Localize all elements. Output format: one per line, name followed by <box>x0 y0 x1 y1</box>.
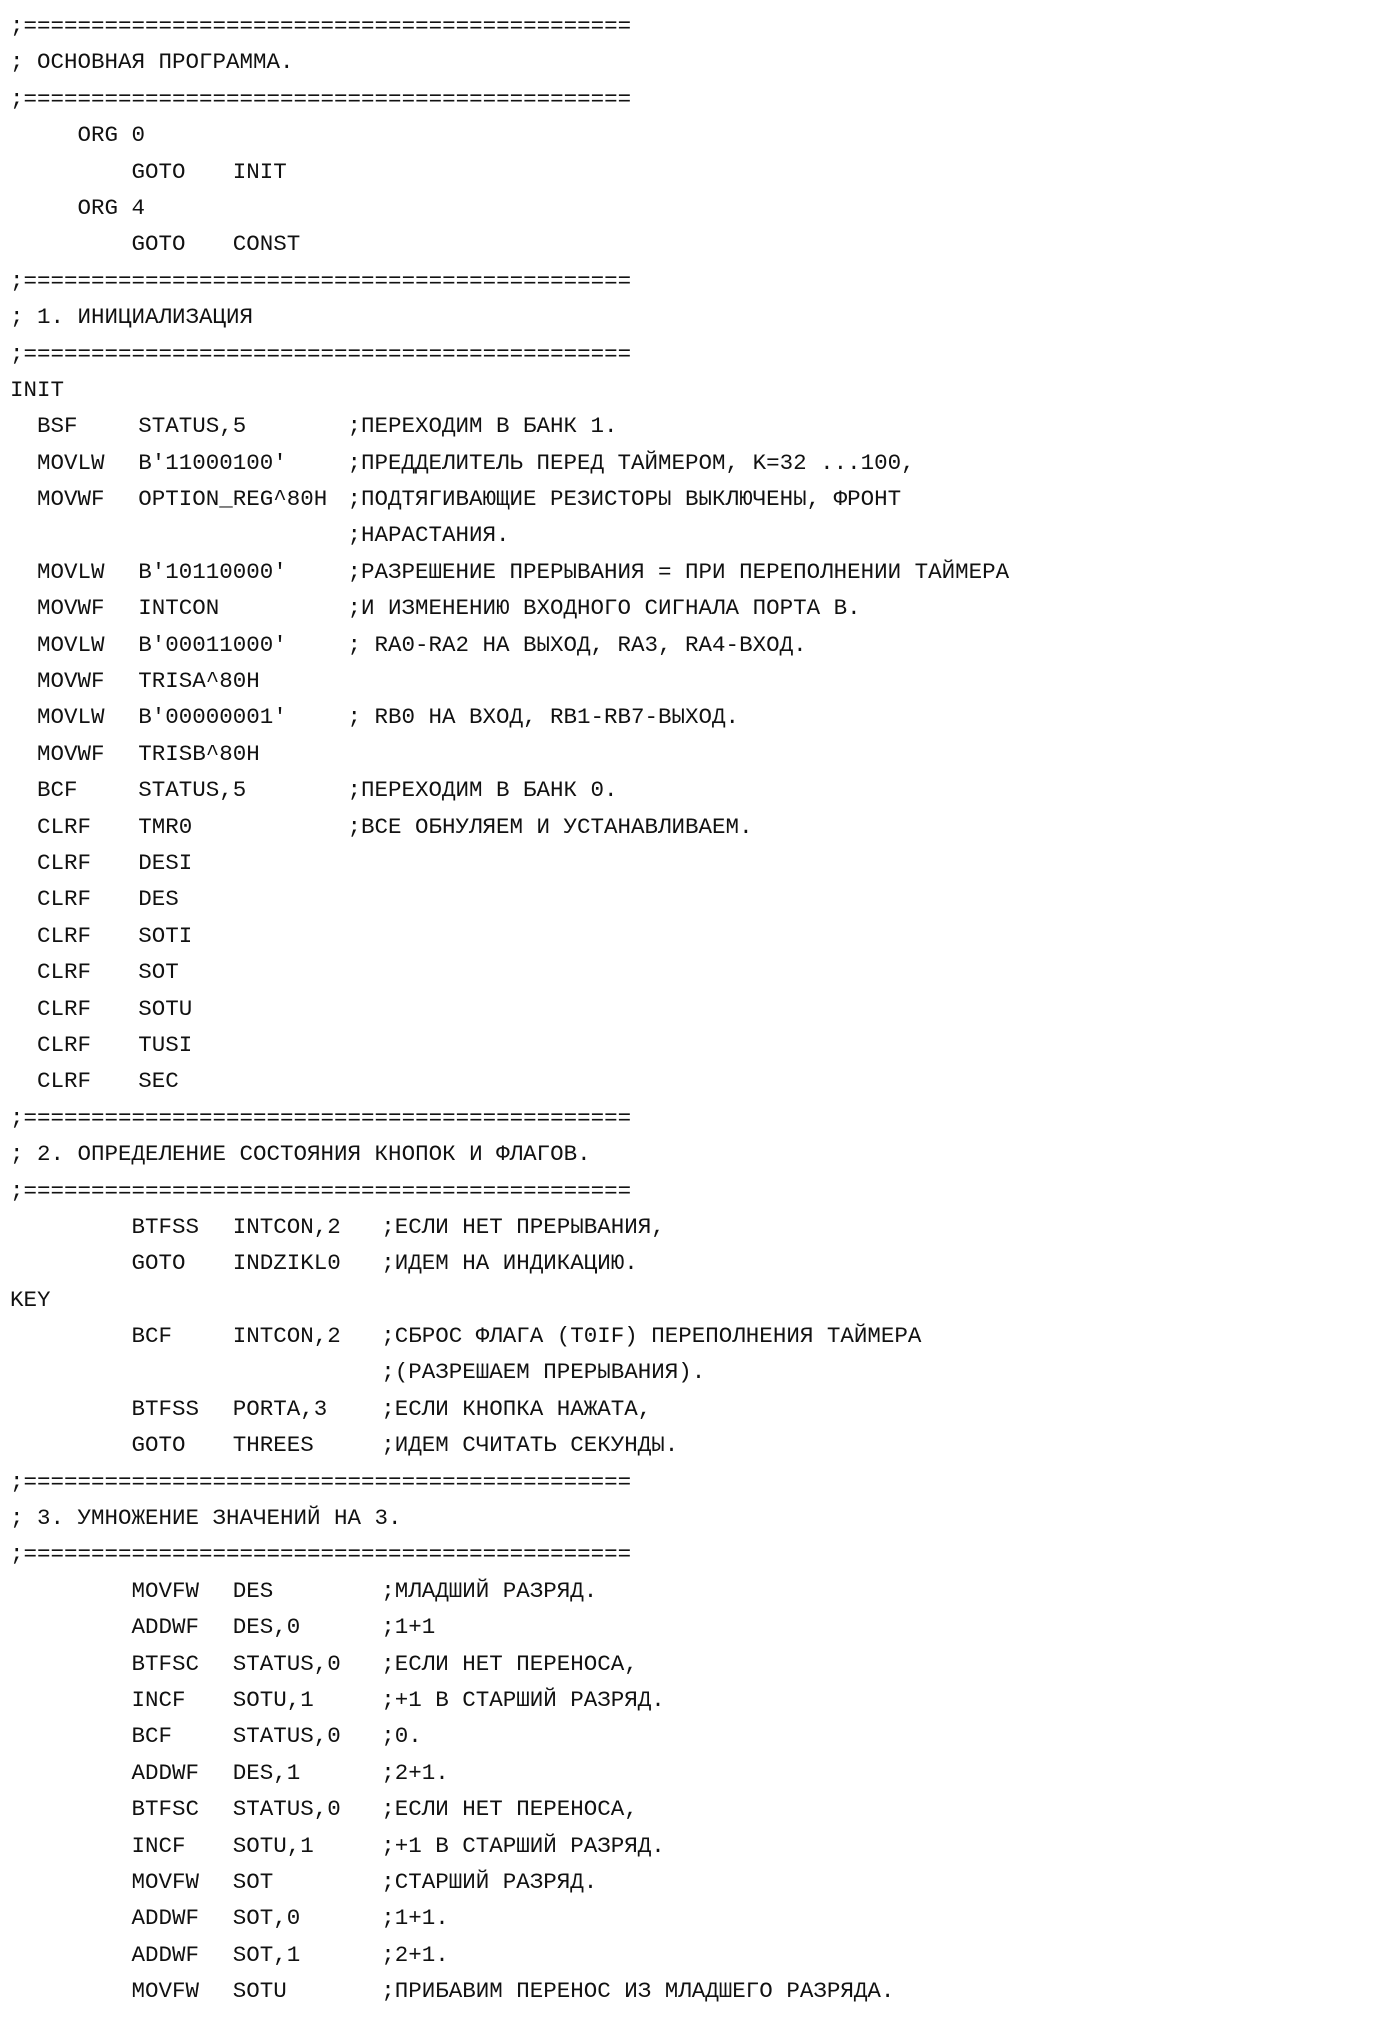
code-line <box>10 408 1370 444</box>
code-label <box>10 372 1370 408</box>
code-line <box>10 1318 1370 1354</box>
opcode: MOVWF <box>37 740 105 767</box>
code-line <box>10 554 1370 590</box>
line-comment: ;СБРОС ФЛАГА (T0IF) ПЕРЕПОЛНЕНИЯ ТАЙМЕРА <box>381 1323 922 1350</box>
line-text: INIT <box>10 376 65 403</box>
section-comment <box>10 1136 1370 1172</box>
operand: STATUS,0 <box>232 1796 341 1823</box>
line-text: ;============================================= <box>10 340 632 367</box>
operand: SOT <box>232 1868 274 1895</box>
code-line <box>10 772 1370 808</box>
line-comment: ;МЛАДШИЙ РАЗРЯД. <box>381 1577 598 1604</box>
opcode: GOTO <box>131 231 186 258</box>
code-line <box>10 1209 1370 1245</box>
code-line <box>10 154 1370 190</box>
code-line <box>10 1027 1370 1063</box>
line-comment: ;ЕСЛИ НЕТ ПЕРЕНОСА, <box>381 1650 638 1677</box>
operand: INTCON <box>138 595 220 622</box>
opcode: MOVLW <box>37 558 105 585</box>
opcode: MOVFW <box>131 1577 200 1604</box>
line-comment: ;0. <box>381 1723 422 1750</box>
code-line <box>10 1427 1370 1463</box>
operand: STATUS,0 <box>232 1650 341 1677</box>
code-line <box>10 1391 1370 1427</box>
opcode: CLRF <box>37 922 92 949</box>
code-line <box>10 1646 1370 1682</box>
operand: STATUS,5 <box>138 413 247 440</box>
code-line <box>10 1791 1370 1827</box>
line-comment: ;1+1. <box>381 1905 449 1932</box>
opcode: BCF <box>131 1323 173 1350</box>
line-comment: ;2+1. <box>381 1759 449 1786</box>
operand: TMR0 <box>138 813 193 840</box>
code-line <box>10 736 1370 772</box>
operand: TRISB^80H <box>138 740 260 767</box>
operand: B'11000100' <box>138 449 287 476</box>
line-comment: ;ПОДТЯГИВАЮЩИЕ РЕЗИСТОРЫ ВЫКЛЮЧЕНЫ, ФРОНТ <box>347 486 902 513</box>
code-line <box>10 117 1370 153</box>
line-comment: ; RA0-RA2 НА ВЫХОД, RA3, RA4-ВХОД. <box>347 631 807 658</box>
section-comment <box>10 1500 1370 1536</box>
opcode: CLRF <box>37 849 92 876</box>
code-line <box>10 1937 1370 1973</box>
opcode: ORG 0 <box>77 122 146 149</box>
operand: B'10110000' <box>138 558 287 585</box>
opcode: GOTO <box>131 158 186 185</box>
opcode: ADDWF <box>131 1941 200 1968</box>
opcode: BCF <box>131 1723 173 1750</box>
operand: SOT <box>138 959 179 986</box>
section-comment <box>10 44 1370 80</box>
operand: STATUS,5 <box>138 777 247 804</box>
operand: STATUS,0 <box>232 1723 341 1750</box>
line-comment: ;+1 В СТАРШИЙ РАЗРЯД. <box>381 1686 665 1713</box>
operand: TRISA^80H <box>138 668 260 695</box>
opcode: MOVLW <box>37 449 105 476</box>
code-line <box>10 445 1370 481</box>
line-text: ;============================================= <box>10 85 632 112</box>
opcode: ADDWF <box>131 1905 200 1932</box>
opcode: MOVFW <box>131 1868 200 1895</box>
operand: SEC <box>138 1068 179 1095</box>
opcode: CLRF <box>37 886 92 913</box>
separator-line <box>10 336 1370 372</box>
operand: SOT,0 <box>232 1905 301 1932</box>
opcode: CLRF <box>37 1068 92 1095</box>
code-line <box>10 1573 1370 1609</box>
line-text: ;============================================= <box>10 1104 632 1131</box>
line-comment: ;ЕСЛИ НЕТ ПЕРЕНОСА, <box>381 1796 638 1823</box>
code-line <box>10 1245 1370 1281</box>
code-line <box>10 226 1370 262</box>
operand: DES <box>232 1577 274 1604</box>
line-comment: ;ПРЕДДЕЛИТЕЛЬ ПЕРЕД ТАЙМЕРОМ, K=32 ...100, <box>347 449 915 476</box>
assembly-listing <box>10 8 1370 2009</box>
line-comment: ;НАРАСТАНИЯ. <box>347 522 510 549</box>
line-comment: ;ВСЕ ОБНУЛЯЕМ И УСТАНАВЛИВАЕМ. <box>347 813 753 840</box>
operand: B'00000001' <box>138 704 287 731</box>
line-text: ; 3. УМНОЖЕНИЕ ЗНАЧЕНИЙ НА 3. <box>10 1505 402 1532</box>
opcode: MOVLW <box>37 631 105 658</box>
opcode: ADDWF <box>131 1759 200 1786</box>
opcode: MOVWF <box>37 595 105 622</box>
opcode: BSF <box>37 413 78 440</box>
line-comment: ;ЕСЛИ НЕТ ПРЕРЫВАНИЯ, <box>381 1213 665 1240</box>
code-line <box>10 1609 1370 1645</box>
opcode: CLRF <box>37 995 92 1022</box>
line-text: ;============================================= <box>10 1468 632 1495</box>
code-line <box>10 1755 1370 1791</box>
line-comment: ;ЕСЛИ КНОПКА НАЖАТА, <box>381 1395 652 1422</box>
code-line <box>10 1354 1370 1390</box>
opcode: GOTO <box>131 1250 186 1277</box>
opcode: MOVLW <box>37 704 105 731</box>
code-line <box>10 1828 1370 1864</box>
code-line <box>10 699 1370 735</box>
operand: DES <box>138 886 179 913</box>
code-line <box>10 954 1370 990</box>
line-comment: ;ИДЕМ НА ИНДИКАЦИЮ. <box>381 1250 638 1277</box>
opcode: INCF <box>131 1832 186 1859</box>
line-comment: ;ПЕРЕХОДИМ В БАНК 1. <box>347 413 618 440</box>
operand: SOTI <box>138 922 193 949</box>
code-line <box>10 1682 1370 1718</box>
code-line <box>10 1973 1370 2009</box>
code-line <box>10 663 1370 699</box>
opcode: ORG 4 <box>77 194 146 221</box>
line-text: ;============================================= <box>10 1541 632 1568</box>
operand: DES,0 <box>232 1614 301 1641</box>
line-text: ;============================================= <box>10 267 632 294</box>
code-line <box>10 590 1370 626</box>
code-line <box>10 517 1370 553</box>
opcode: BTFSC <box>131 1796 200 1823</box>
opcode: MOVWF <box>37 668 105 695</box>
line-comment: ;И ИЗМЕНЕНИЮ ВХОДНОГО СИГНАЛА ПОРТА В. <box>347 595 861 622</box>
operand: B'00011000' <box>138 631 287 658</box>
line-comment: ;2+1. <box>381 1941 449 1968</box>
operand: THREES <box>232 1432 314 1459</box>
line-comment: ;1+1 <box>381 1614 436 1641</box>
separator-line <box>10 1173 1370 1209</box>
operand: INDZIKL0 <box>232 1250 341 1277</box>
line-text: ; ОСНОВНАЯ ПРОГРАММА. <box>10 49 294 76</box>
separator-line <box>10 8 1370 44</box>
line-comment: ;РАЗРЕШЕНИЕ ПРЕРЫВАНИЯ = ПРИ ПЕРЕПОЛНЕНИИ ТАЙМЕРА <box>347 558 1010 585</box>
line-comment: ; RB0 НА ВХОД, RB1-RB7-ВЫХОД. <box>347 704 740 731</box>
code-line <box>10 881 1370 917</box>
opcode: ADDWF <box>131 1614 200 1641</box>
opcode: INCF <box>131 1686 186 1713</box>
operand: DESI <box>138 849 193 876</box>
code-label <box>10 1282 1370 1318</box>
code-line <box>10 809 1370 845</box>
opcode: MOVFW <box>131 1978 200 2005</box>
code-line <box>10 845 1370 881</box>
operand: SOTU,1 <box>232 1686 314 1713</box>
line-comment: ;СТАРШИЙ РАЗРЯД. <box>381 1868 598 1895</box>
line-text: KEY <box>10 1286 51 1313</box>
operand: DES,1 <box>232 1759 301 1786</box>
opcode: CLRF <box>37 1031 92 1058</box>
opcode: BTFSS <box>131 1213 200 1240</box>
operand: INIT <box>232 158 287 185</box>
opcode: GOTO <box>131 1432 186 1459</box>
separator-line <box>10 1100 1370 1136</box>
line-text: ;============================================= <box>10 13 632 39</box>
code-line <box>10 627 1370 663</box>
opcode: BTFSC <box>131 1650 200 1677</box>
code-line <box>10 1900 1370 1936</box>
opcode: MOVWF <box>37 486 105 513</box>
line-text: ; 2. ОПРЕДЕЛЕНИЕ СОСТОЯНИЯ КНОПОК И ФЛАГОВ. <box>10 1141 591 1168</box>
opcode: CLRF <box>37 813 92 840</box>
line-comment: ;+1 В СТАРШИЙ РАЗРЯД. <box>381 1832 665 1859</box>
section-comment <box>10 299 1370 335</box>
code-line <box>10 991 1370 1027</box>
line-text: ;============================================= <box>10 1177 632 1204</box>
operand: SOTU <box>232 1978 287 2005</box>
separator-line <box>10 1536 1370 1572</box>
line-comment: ;ПРИБАВИМ ПЕРЕНОС ИЗ МЛАДШЕГО РАЗРЯДА. <box>381 1978 895 2005</box>
code-line <box>10 1718 1370 1754</box>
line-comment: ;(РАЗРЕШАЕМ ПРЕРЫВАНИЯ). <box>381 1359 706 1386</box>
operand: SOTU,1 <box>232 1832 314 1859</box>
separator-line <box>10 263 1370 299</box>
line-comment: ;ИДЕМ СЧИТАТЬ СЕКУНДЫ. <box>381 1432 679 1459</box>
opcode: CLRF <box>37 959 92 986</box>
line-text: ; 1. ИНИЦИАЛИЗАЦИЯ <box>10 304 254 331</box>
line-comment: ;ПЕРЕХОДИМ В БАНК 0. <box>347 777 618 804</box>
opcode: BCF <box>37 777 78 804</box>
operand: OPTION_REG^80H <box>138 486 328 513</box>
separator-line <box>10 81 1370 117</box>
code-line <box>10 190 1370 226</box>
operand: INTCON,2 <box>232 1213 341 1240</box>
operand: CONST <box>232 231 301 258</box>
code-line <box>10 1063 1370 1099</box>
separator-line <box>10 1464 1370 1500</box>
operand: SOTU <box>138 995 193 1022</box>
code-line <box>10 1864 1370 1900</box>
opcode: BTFSS <box>131 1395 200 1422</box>
operand: INTCON,2 <box>232 1323 341 1350</box>
operand: PORTA,3 <box>232 1395 328 1422</box>
code-line <box>10 918 1370 954</box>
code-line <box>10 481 1370 517</box>
operand: TUSI <box>138 1031 193 1058</box>
operand: SOT,1 <box>232 1941 301 1968</box>
